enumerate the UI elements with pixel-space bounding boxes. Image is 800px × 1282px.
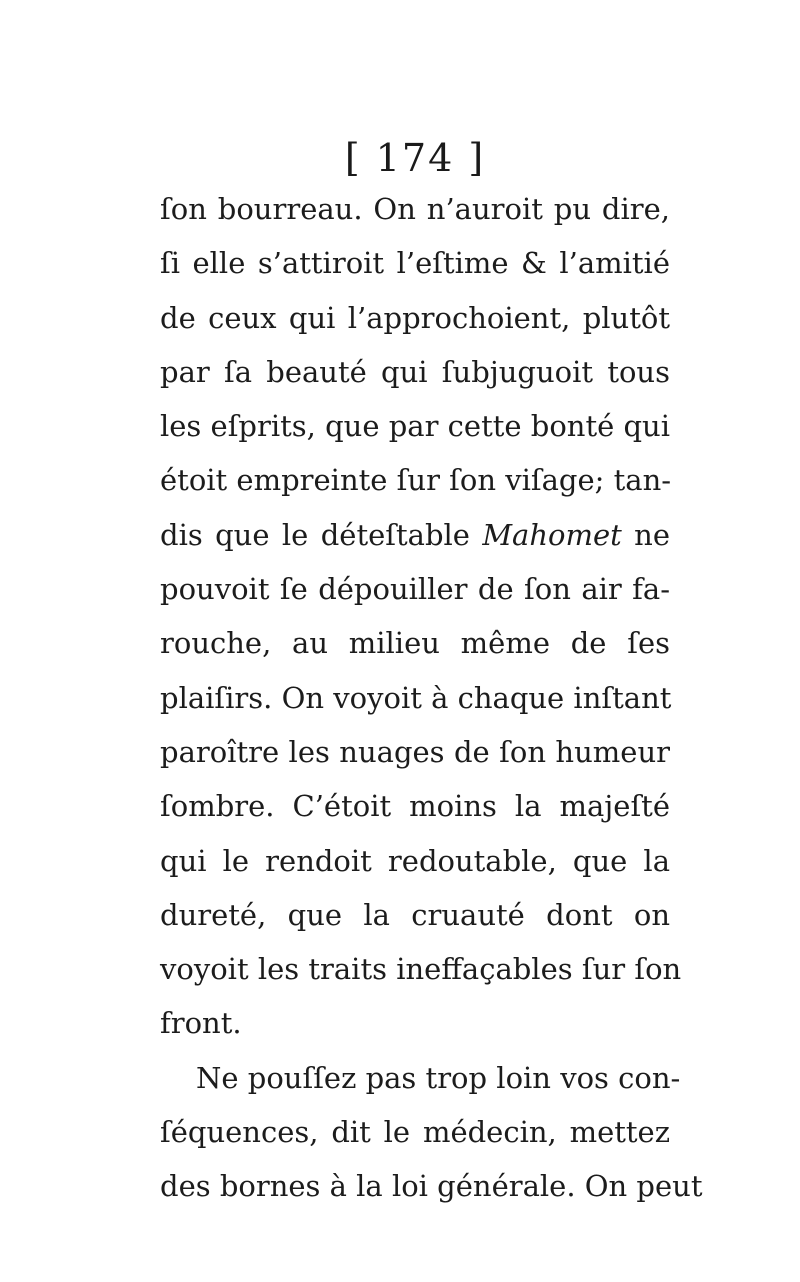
text-segment: ne	[621, 517, 671, 552]
text-line: rouche, au milieu même de ſes	[160, 626, 670, 661]
text-line: qui le rendoit redoutable, que la	[160, 843, 670, 878]
body-text	[160, 182, 703, 1214]
text-line: ſéquences, dit le médecin, mettez	[160, 1115, 670, 1150]
text-line: ſon bourreau. On n’auroit pu dire,	[160, 192, 670, 226]
text-line: plaiſirs. On voyoit à chaque inſtant	[160, 680, 672, 715]
text-line: ſombre. C’étoit moins la majeſté	[160, 789, 670, 824]
text-line: Ne pouſſez pas trop loin vos con-	[196, 1060, 681, 1095]
text-line: de ceux qui l’approchoient, plutôt	[160, 300, 670, 335]
text-segment: dis que le déteſtable	[160, 517, 483, 552]
paragraph-2	[160, 1051, 703, 1214]
text-line: des bornes à la loi générale. On peut	[160, 1169, 703, 1204]
text-line	[160, 508, 670, 562]
text-line: voyoit les traits ineffaçables ſur ſon	[160, 952, 682, 987]
paragraph-1	[160, 182, 682, 1051]
text-line: les eſprits, que par cette bonté qui	[160, 409, 671, 444]
text-line: dureté, que la cruauté dont on	[160, 897, 670, 932]
page-number: [ 174 ]	[344, 136, 486, 180]
text-line: paroître les nuages de ſon humeur	[160, 734, 670, 769]
text-line: front.	[160, 1006, 242, 1041]
italic-name: Mahomet	[482, 517, 622, 552]
text-line: ſi elle s’attiroit l’eſtime & l’amitié	[160, 246, 670, 281]
text-line: par ſa beauté qui ſubjuguoit tous	[160, 354, 670, 389]
text-line: étoit empreinte ſur ſon viſage; tan-	[160, 463, 672, 498]
text-line: pouvoit ſe dépouiller de ſon air fa-	[160, 572, 670, 607]
